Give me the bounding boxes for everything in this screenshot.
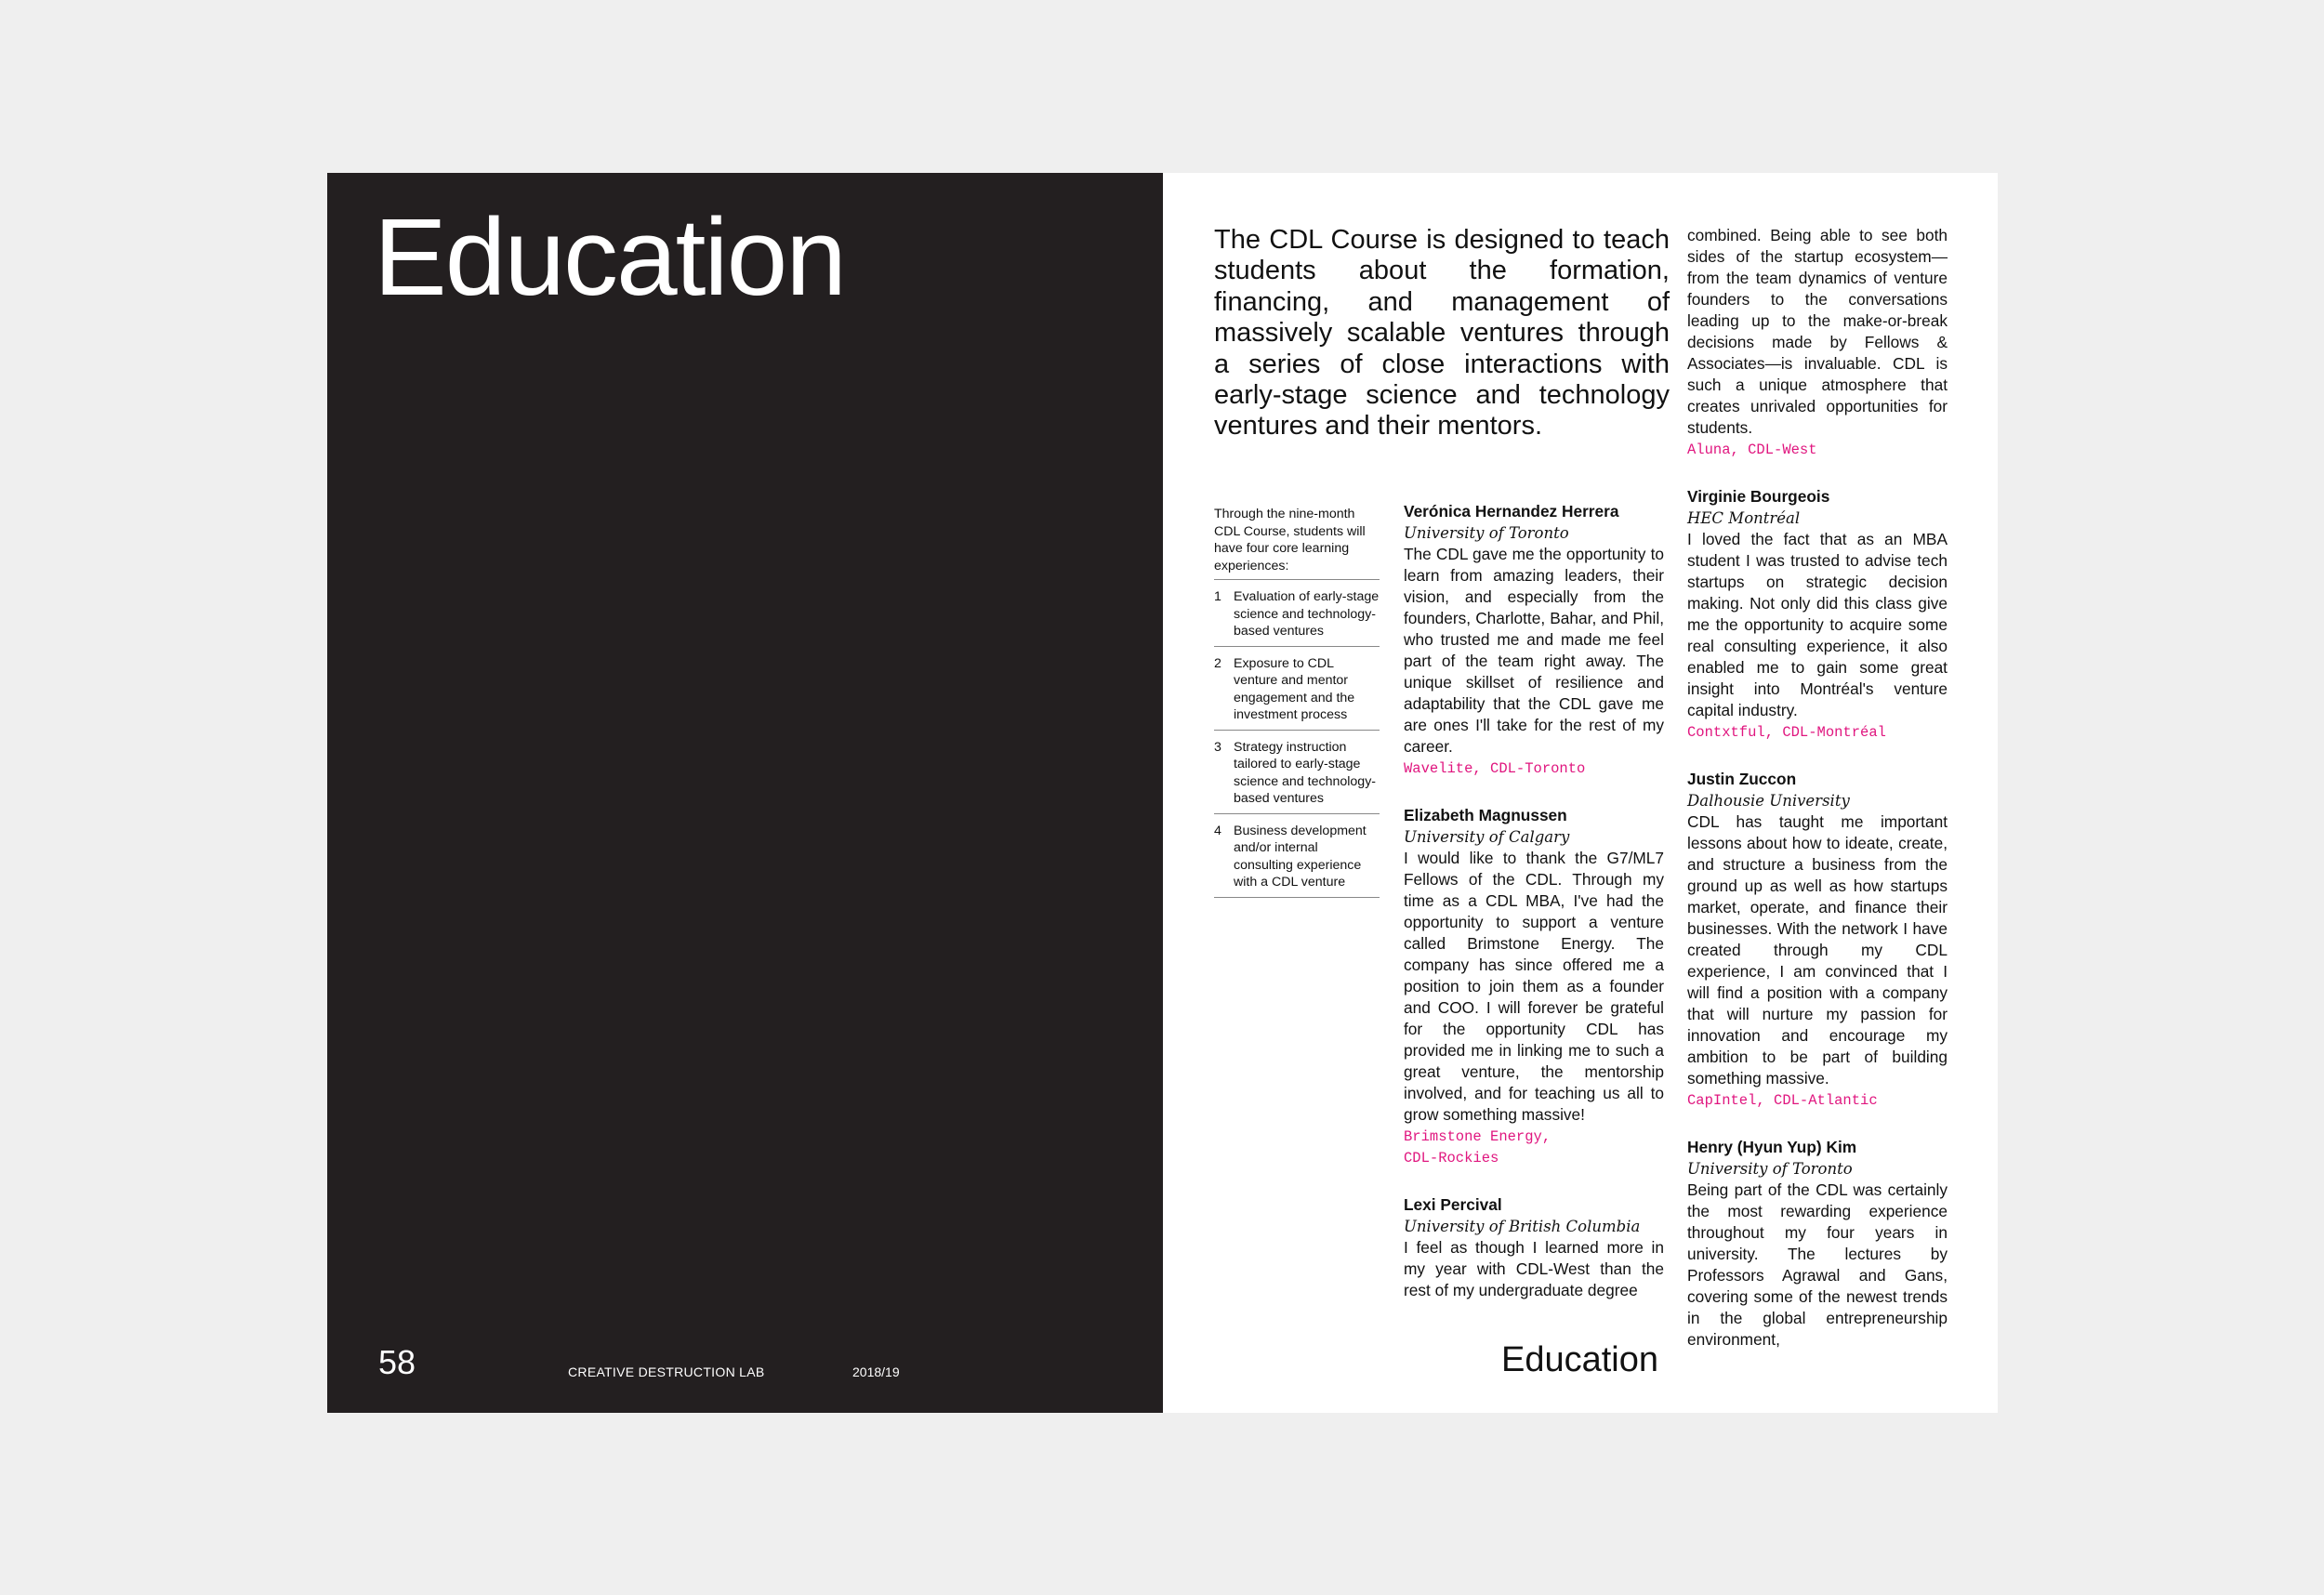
student-name: Elizabeth Magnussen: [1404, 806, 1567, 824]
learning-item: [1214, 580, 1380, 647]
testimonial-quote: CDL has taught me important lessons about how to ideate, create, and structure a business from the ground up as well as how startups market, operate, and finance their businesses. With the network I have created through my CDL experience, I am convinced that I will find a position with a company that will nurture my passion for innovation and encourage my ambition to be part of building something massive.: [1687, 812, 1948, 1088]
testimonial-quote: The CDL gave me the opportunity to learn from amazing leaders, their vision, and especially from the founders, Charlotte, Bahar, and Phil, who trusted me and made me feel part of the team right away. The unique skillset of resilience and adaptability that the CDL gave me are ones I'll take for the rest of my career.: [1404, 545, 1664, 756]
student-school: University of Calgary: [1404, 828, 1570, 846]
learning-item: [1214, 647, 1380, 731]
student-school: University of British Columbia: [1404, 1218, 1641, 1235]
venture-credit: Brimstone Energy, CDL-Rockies: [1404, 1128, 1552, 1167]
testimonial: [1404, 805, 1664, 1169]
right-page: [1163, 173, 1998, 1413]
student-school: Dalhousie University: [1687, 792, 1850, 810]
testimonial-quote: I would like to thank the G7/ML7 Fellows of the CDL. Through my time as a CDL MBA, I've had the opportunity to support a venture called Brimstone Energy. The company has since offered me a position to join them as a founder and COO. I will forever be grateful for the opportunity CDL has provided me in linking me to such a great venture, the mentorship involved, and for teaching us all to grow something massive!: [1404, 849, 1664, 1124]
issue-year: 2018/19: [852, 1364, 900, 1379]
student-name: Henry (Hyun Yup) Kim: [1687, 1138, 1857, 1156]
testimonial: [1687, 486, 1948, 744]
testimonial-quote: I loved the fact that as an MBA student I was trusted to advise tech startups on strategic decision making. Not only did this class give me the opportunity to acquire some real consulting experience, it also enabled me to gain some great insight into Montréal's venture capital industry.: [1687, 530, 1948, 719]
learning-item-text: Evaluation of early-stage science and technology-based ventures: [1234, 589, 1380, 639]
magazine-spread: [327, 173, 1998, 1413]
student-school: University of Toronto: [1404, 524, 1569, 542]
student-school: University of Toronto: [1687, 1160, 1853, 1178]
testimonial-quote: combined. Being able to see both sides of the startup ecosystem—from the team dynamics of venture founders to the conversations leading up to the make-or-break decisions made by Fellows & Associates—is invaluable. CDL is such a unique atmosphere that creates unrivaled opportunities for students.: [1687, 226, 1948, 437]
testimonial-quote: Being part of the CDL was certainly the most rewarding experience throughout my four years in university. The lectures by Professors Agrawal and Gans, covering some of the newest trends in the global entrepreneurship environment,: [1687, 1180, 1948, 1349]
student-name: Lexi Percival: [1404, 1195, 1502, 1214]
testimonial-continued: [1687, 225, 1948, 461]
learning-item-number: 3: [1214, 739, 1221, 755]
sidebar-intro: Through the nine-month CDL Course, students will have four core learning experiences:: [1214, 506, 1380, 580]
testimonial: [1687, 769, 1948, 1112]
student-name: Justin Zuccon: [1687, 770, 1797, 788]
learning-item-number: 1: [1214, 589, 1221, 604]
student-name: Verónica Hernandez Herrera: [1404, 502, 1619, 521]
venture-credit: Aluna, CDL-West: [1687, 442, 1817, 458]
section-title: Education: [374, 196, 845, 319]
learning-item-text: Exposure to CDL venture and mentor engagement and the investment process: [1234, 655, 1355, 722]
magazine-name: CREATIVE DESTRUCTION LAB: [568, 1364, 765, 1379]
testimonial-quote: I feel as though I learned more in my year with CDL-West than the rest of my undergraduate degree: [1404, 1238, 1664, 1299]
learning-item-number: 2: [1214, 655, 1221, 671]
left-page: [327, 173, 1163, 1413]
page-number: 58: [378, 1343, 416, 1381]
testimonial: [1687, 1137, 1948, 1351]
learning-experiences-sidebar: [1214, 506, 1380, 898]
venture-credit: Wavelite, CDL-Toronto: [1404, 760, 1586, 777]
learning-item-number: 4: [1214, 823, 1221, 838]
testimonial-column-a: [1404, 501, 1664, 1326]
learning-item-text: Strategy instruction tailored to early-stage science and technology-based ventures: [1234, 739, 1377, 806]
learning-item: [1214, 731, 1380, 814]
testimonial: [1404, 1194, 1664, 1301]
student-school: HEC Montréal: [1687, 509, 1801, 527]
intro-paragraph: The CDL Course is designed to teach students about the formation, financing, and management of massively scalable ventures through a series of close interactions with early-stage science and technology ventures and their mentors.: [1214, 225, 1670, 442]
student-name: Virginie Bourgeois: [1687, 487, 1830, 506]
learning-item-text: Business development and/or internal consulting experience with a CDL venture: [1234, 823, 1367, 890]
testimonial: [1404, 501, 1664, 780]
venture-credit: Contxtful, CDL-Montréal: [1687, 724, 1886, 741]
learning-item: [1214, 814, 1380, 898]
running-title: Education: [1501, 1340, 1659, 1379]
testimonial-column-b: [1687, 225, 1948, 1376]
venture-credit: CapIntel, CDL-Atlantic: [1687, 1092, 1878, 1109]
